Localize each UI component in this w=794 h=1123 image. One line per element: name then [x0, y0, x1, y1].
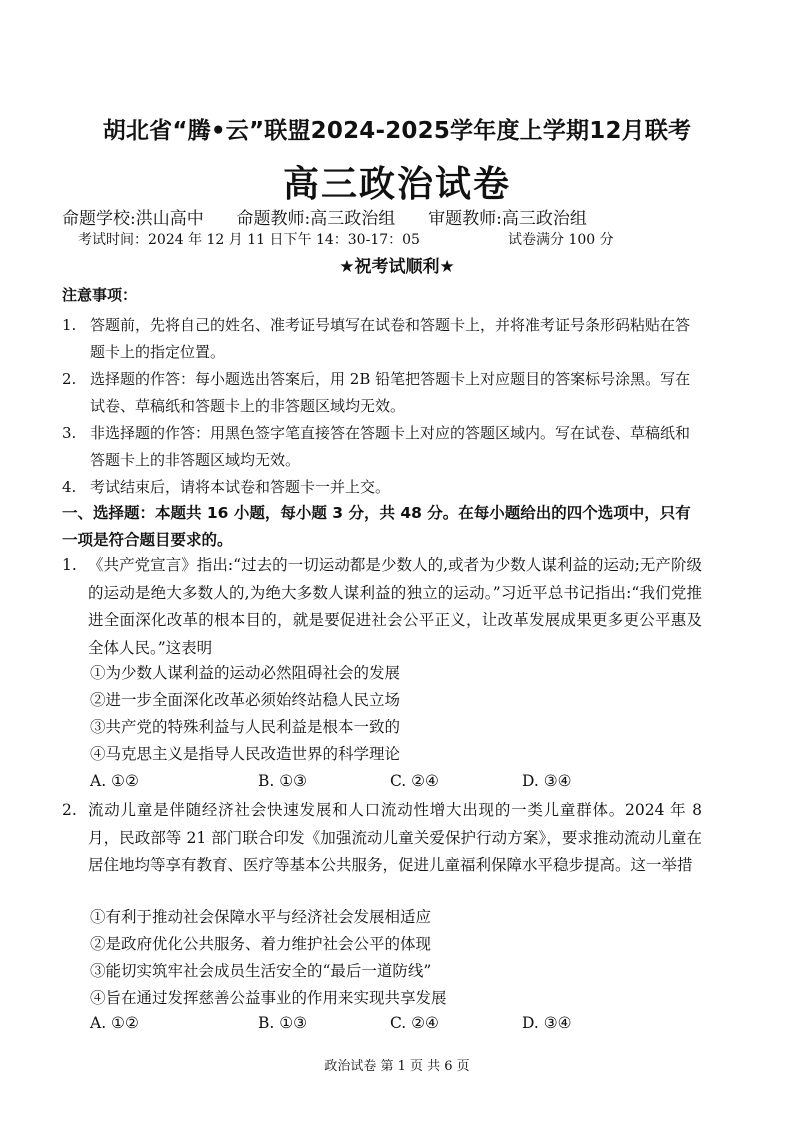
notice-heading: 注意事项：: [62, 286, 138, 304]
question-1: [62, 552, 702, 662]
question-stem: 《共产党宣言》指出:“过去的一切运动都是少数人的,或者为少数人谋利益的运动;无产阶级的运动是绝大多数人的,为绝大多数人谋利益的独立的运动。”习近平总书记指出:“我们党推进全面深化改革的根本目的，就是要促进社会公平正义，让改革发展成果更多更公平惠及全体人民。”这表明: [88, 556, 702, 657]
notice-item: [62, 420, 702, 474]
setting-teacher: 命题教师:高三政治组: [236, 209, 396, 229]
exam-time: 考试时间：2024 年 12 月 11 日下午 14：30-17：05: [78, 232, 420, 248]
exam-authors-line: [62, 204, 762, 229]
full-score: 试卷满分 100 分: [508, 232, 614, 248]
notice-item-text: 选择题的作答：每小题选出答案后，用 2B 铅笔把答题卡上对应题目的答案标号涂黑。写在试卷、草稿纸和答题卡上的非答题区域均无效。: [90, 370, 691, 415]
notice-item-number: 2.: [62, 370, 77, 388]
answer-choice-d: D. ③④: [522, 1014, 572, 1032]
answer-choice-b: B. ①③: [258, 1014, 308, 1032]
notice-item-number: 3.: [62, 424, 77, 442]
exam-supertitle: 胡北省“腾•云”联盟2024-2025学年度上学期12月联考: [102, 118, 692, 144]
review-teacher: 审题教师:高三政治组: [428, 209, 587, 229]
statement-option: ③能切实筑牢社会成员生活安全的“最后一道防线”: [90, 962, 432, 980]
notice-item: [62, 312, 702, 366]
answer-choice-a: A. ①②: [90, 772, 139, 790]
notice-item: [62, 366, 702, 420]
answer-choice-c: C. ②④: [390, 772, 439, 790]
notice-item-text: 考试结束后，请将本试卷和答题卡一并上交。: [90, 478, 391, 496]
notice-item: [62, 474, 702, 501]
answer-choice-a: A. ①②: [90, 1014, 139, 1032]
answer-choice-b: B. ①③: [258, 772, 308, 790]
setting-school: 命题学校:洪山高中: [62, 209, 204, 229]
statement-option: ③共产党的特殊利益与人民利益是根本一致的: [90, 718, 401, 736]
section-heading: 一、选择题：本题共 16 小题，每小题 3 分，共 48 分。在每小题给出的四个选项中，只有一项是符合题目要求的。: [62, 504, 691, 549]
notice-item-text: 非选择题的作答：用黑色签字笔直接答在答题卡上对应的答题区域内。写在试卷、草稿纸和答题卡上的非答题区域均无效。: [90, 424, 691, 469]
statement-option: ②是政府优化公共服务、着力维护社会公平的体现: [90, 935, 432, 953]
blessing: ★祝考试顺利★: [339, 257, 455, 277]
statement-option: ①有利于推动社会保障水平与经济社会发展相适应: [90, 908, 432, 926]
question-2: [62, 797, 702, 880]
question-number: 2.: [62, 801, 77, 819]
statement-option: ④马克思主义是指导人民改造世界的科学理论: [90, 745, 401, 763]
notice-item-number: 4.: [62, 478, 77, 496]
page-footer: 政治试卷 第 1 页 共 6 页: [324, 1059, 470, 1074]
statement-option: ①为少数人谋利益的运动必然阻碍社会的发展: [90, 664, 401, 682]
question-stem: 流动儿童是伴随经济社会快速发展和人口流动性增大出现的一类儿童群体。2024 年 8 月，民政部等 21 部门联合印发《加强流动儿童关爱保护行动方案》，要求推动流动儿童在居住地均等享有教育、医疗等基本公共服务，促进儿童福利保障水平稳步提高。这一举措: [88, 801, 702, 874]
statement-option: ②进一步全面深化改革必须始终站稳人民立场: [90, 691, 401, 709]
exam-title: 高三政治试卷: [282, 164, 511, 205]
notice-item-number: 1.: [62, 316, 77, 334]
answer-choice-d: D. ③④: [522, 772, 572, 790]
exam-time-line: [78, 229, 758, 249]
notice-item-text: 答题前，先将自己的姓名、准考证号填写在试卷和答题卡上，并将准考证号条形码粘贴在答题卡上的指定位置。: [90, 316, 691, 361]
question-number: 1.: [62, 556, 77, 574]
statement-option: ④旨在通过发挥慈善公益事业的作用来实现共享发展: [90, 989, 447, 1007]
answer-choice-c: C. ②④: [390, 1014, 439, 1032]
